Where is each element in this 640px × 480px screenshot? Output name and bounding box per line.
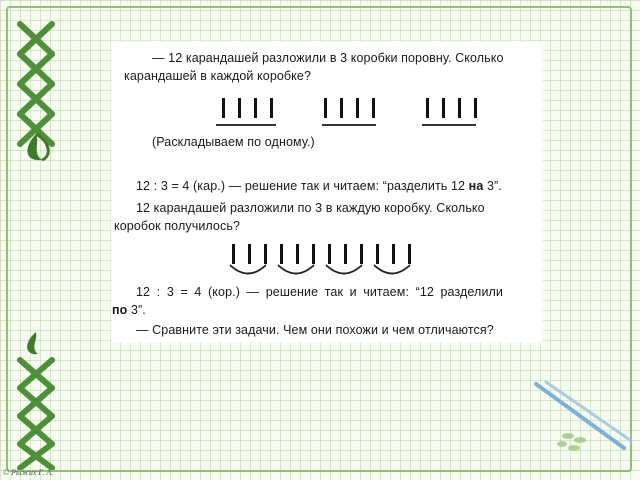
comparison-question: — Сравните эти задачи. Чем они похожи и чем отличаются? [136,323,494,337]
stick-icon [458,98,461,118]
pencils-decoration-icon [528,378,638,478]
problem-1-line-1: — 12 карандашей разложили в 3 коробки поровну. Сколько [152,51,504,65]
arc-icon [326,265,362,274]
stick-group [426,98,486,118]
solution-2-text: — решение так и читаем: “12 разделили [239,285,504,299]
stick-icon [238,98,241,118]
group-underline [216,124,276,126]
stick-icon [442,98,445,118]
group-underline [322,124,376,126]
arc-icon [374,265,410,274]
stick-icon [264,244,267,264]
ribbon-decoration-icon [12,330,60,470]
stick-row [232,244,422,264]
stick-icon [356,98,359,118]
stick-icon [426,98,429,118]
ribbon-decoration-icon [12,14,60,164]
stick-icon [392,244,395,264]
stick-icon [222,98,225,118]
stick-icon [254,98,257,118]
solution-2-bold-word: по [112,303,128,317]
stick-icon [232,244,235,264]
solution-1 [136,178,502,195]
stick-icon [312,244,315,264]
arc-icon [278,265,314,274]
stick-icon [324,98,327,118]
stick-group [222,98,282,118]
solution-1-end: 3”. [483,179,502,193]
solution-2-end: 3”. [127,303,146,317]
stick-icon [376,244,379,264]
grouping-arcs [226,262,426,278]
stick-icon [360,244,363,264]
stick-icon [344,244,347,264]
solution-2-line-1 [136,284,503,301]
stick-icon [474,98,477,118]
solution-2-expression: 12 : 3 = 4 (кор.) [136,285,240,299]
group-underline [422,124,476,126]
stick-icon [280,244,283,264]
problem-1-note: (Раскладываем по одному.) [152,135,315,149]
solution-1-text: — решение так и читаем: “разделить 12 [225,179,469,193]
problem-2-line-1: 12 карандашей разложили по 3 в каждую коробку. Сколько [136,201,485,215]
problem-1-line-2: карандашей в каждой коробке? [124,69,311,83]
stick-group [324,98,384,118]
stick-icon [408,244,411,264]
author-credit: © Рыжих Г. А. [3,468,54,477]
stick-icon [270,98,273,118]
stick-icon [248,244,251,264]
arc-icon [230,265,266,274]
solution-1-expression: 12 : 3 = 4 (кар.) [136,179,226,193]
stick-icon [372,98,375,118]
solution-1-bold-word: на [468,179,484,193]
problem-2-line-2: коробок получилось? [114,219,241,233]
stick-icon [328,244,331,264]
stick-icon [340,98,343,118]
stick-icon [296,244,299,264]
solution-2-line-2 [112,302,146,319]
